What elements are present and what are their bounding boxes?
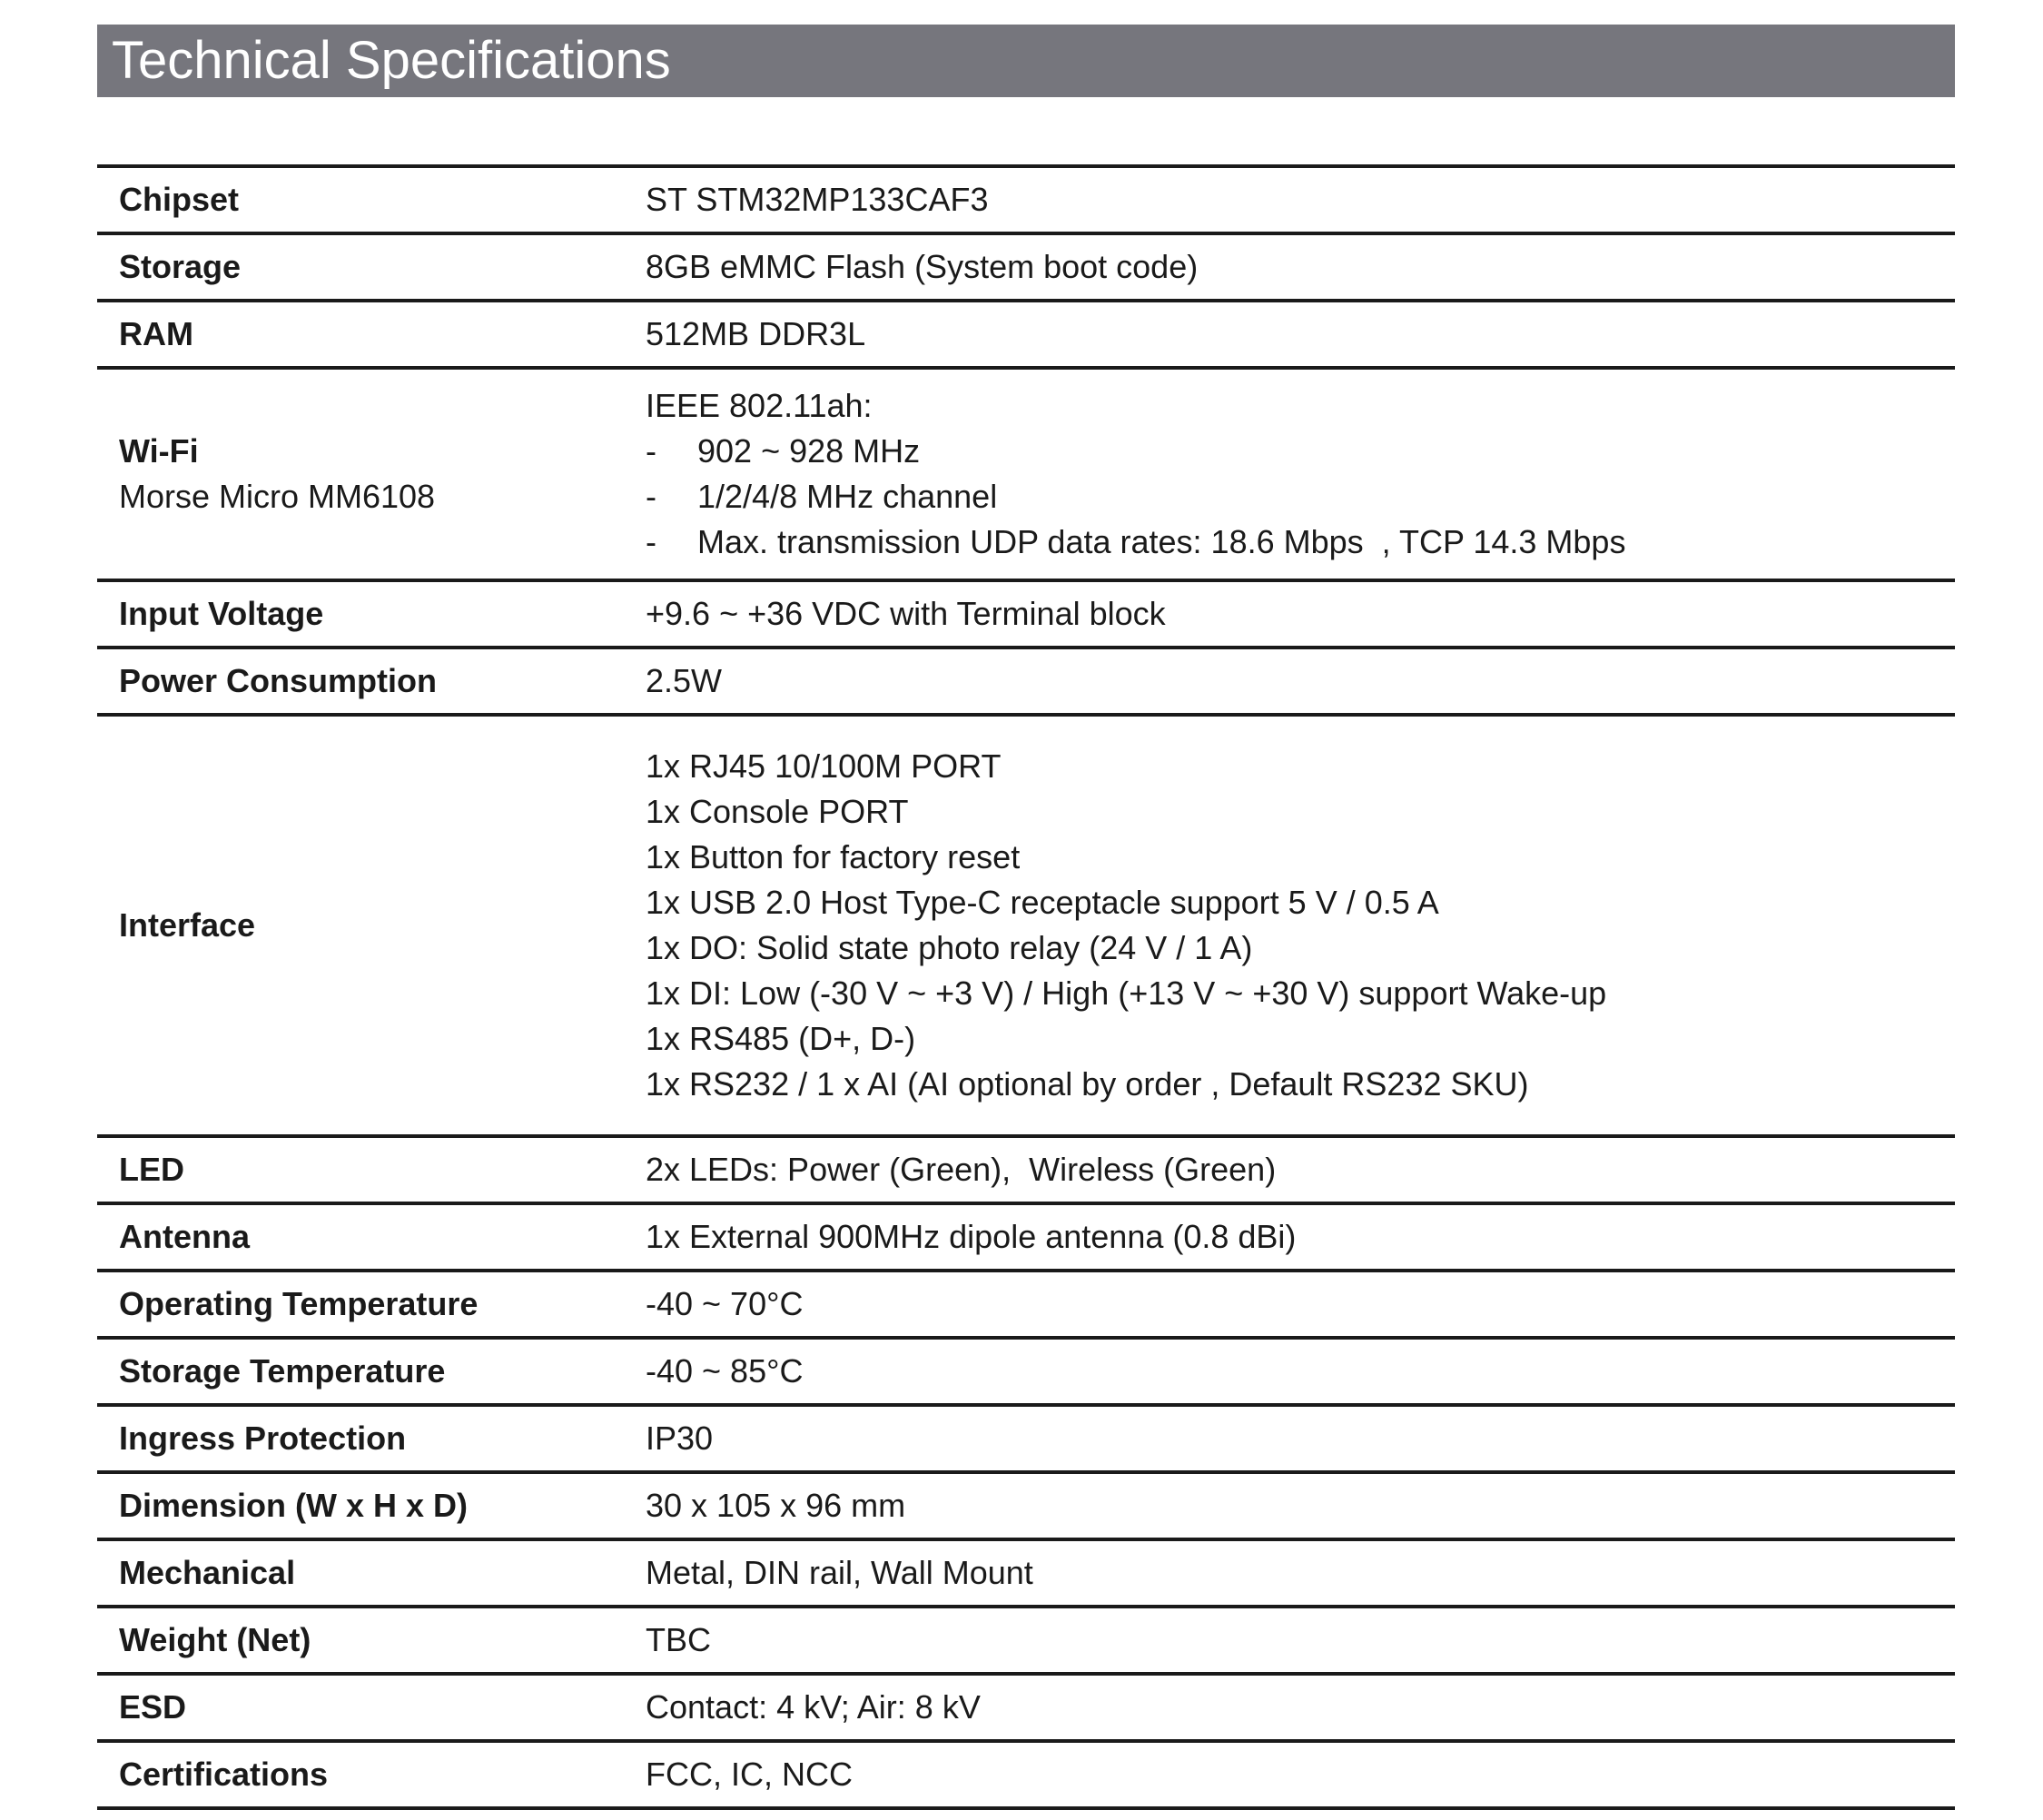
spec-label: RAM xyxy=(119,315,193,352)
spec-row-power-consumption xyxy=(97,649,1955,717)
list-item xyxy=(646,519,1955,565)
spec-row-antenna xyxy=(97,1205,1955,1272)
spec-row-led xyxy=(97,1138,1955,1205)
spec-row-ram xyxy=(97,302,1955,370)
dash-bullet: - xyxy=(646,432,656,470)
spec-label: Operating Temperature xyxy=(119,1285,479,1322)
spec-row-operating-temperature xyxy=(97,1272,1955,1340)
spec-row-ingress-protection xyxy=(97,1407,1955,1474)
list-item-text: 902 ~ 928 MHz xyxy=(697,432,921,470)
spec-label: LED xyxy=(119,1151,184,1188)
spec-row-mechanical xyxy=(97,1541,1955,1608)
spec-row-storage xyxy=(97,235,1955,302)
spec-label: ESD xyxy=(119,1688,187,1726)
spec-label: Ingress Protection xyxy=(119,1419,407,1457)
list-item xyxy=(646,429,1955,474)
spec-row-weight xyxy=(97,1608,1955,1676)
list-item: 1x Console PORT xyxy=(646,793,909,830)
spec-label: Interface xyxy=(119,906,256,944)
list-item xyxy=(646,474,1955,519)
spec-label: Storage xyxy=(119,248,242,285)
spec-label: Input Voltage xyxy=(119,595,324,632)
spec-value: 30 x 105 x 96 mm xyxy=(646,1487,906,1524)
spec-label: Weight (Net) xyxy=(119,1621,311,1658)
spec-row-esd xyxy=(97,1676,1955,1743)
spec-sublabel: Morse Micro MM6108 xyxy=(119,478,436,515)
spec-value-intro: IEEE 802.11ah: xyxy=(646,387,873,424)
spec-value: ST STM32MP133CAF3 xyxy=(646,181,989,218)
spec-value: -40 ~ 70°C xyxy=(646,1285,804,1322)
spec-value: 2x LEDs: Power (Green), Wireless (Green) xyxy=(646,1151,1277,1188)
spec-row-chipset xyxy=(97,168,1955,235)
spec-value: 8GB eMMC Flash (System boot code) xyxy=(646,248,1199,285)
spec-label: Antenna xyxy=(119,1218,250,1255)
spec-value: -40 ~ 85°C xyxy=(646,1352,804,1390)
spec-row-dimension xyxy=(97,1474,1955,1541)
spec-label: Storage Temperature xyxy=(119,1352,446,1390)
spec-value: TBC xyxy=(646,1621,711,1658)
spec-value: FCC, IC, NCC xyxy=(646,1756,853,1793)
spec-row-wifi xyxy=(97,370,1955,582)
dash-bullet: - xyxy=(646,523,656,560)
dash-bullet: - xyxy=(646,478,656,515)
list-item: 1x RS485 (D+, D-) xyxy=(646,1020,916,1057)
spec-row-storage-temperature xyxy=(97,1340,1955,1407)
spec-row-interface xyxy=(97,717,1955,1138)
spec-label: Chipset xyxy=(119,181,240,218)
section-header-bar xyxy=(97,25,1955,97)
spec-value: 2.5W xyxy=(646,662,723,699)
spec-label: Dimension (W x H x D) xyxy=(119,1487,469,1524)
list-item-text: 1/2/4/8 MHz channel xyxy=(697,478,998,515)
list-item: 1x Button for factory reset xyxy=(646,838,1021,875)
list-item: 1x RS232 / 1 x AI (AI optional by order , Default RS232 SKU) xyxy=(646,1065,1529,1103)
spec-value: 1x External 900MHz dipole antenna (0.8 dBi) xyxy=(646,1218,1297,1255)
list-item: 1x RJ45 10/100M PORT xyxy=(646,747,1002,785)
spec-value: +9.6 ~ +36 VDC with Terminal block xyxy=(646,595,1166,632)
spec-row-certifications xyxy=(97,1743,1955,1810)
spec-label: Certifications xyxy=(119,1756,329,1793)
spec-value: 512MB DDR3L xyxy=(646,315,866,352)
list-item: 1x DI: Low (-30 V ~ +3 V) / High (+13 V ~ +30 V) support Wake-up xyxy=(646,974,1607,1012)
list-item: 1x DO: Solid state photo relay (24 V / 1 A) xyxy=(646,929,1253,966)
spec-label: Power Consumption xyxy=(119,662,437,699)
list-item: 1x USB 2.0 Host Type-C receptacle support 5 V / 0.5 A xyxy=(646,884,1439,921)
spec-table xyxy=(97,164,1955,1810)
spec-value-list xyxy=(646,383,1955,565)
spec-value: Metal, DIN rail, Wall Mount xyxy=(646,1554,1033,1591)
spec-value: Contact: 4 kV; Air: 8 kV xyxy=(646,1688,981,1726)
spec-value-list xyxy=(646,744,1955,1107)
spec-row-input-voltage xyxy=(97,582,1955,649)
spec-label: Wi-Fi xyxy=(119,432,199,470)
list-item-text: Max. transmission UDP data rates: 18.6 Mbps , TCP 14.3 Mbps xyxy=(697,523,1626,560)
page-title: Technical Specifications xyxy=(112,31,671,90)
spec-value: IP30 xyxy=(646,1419,714,1457)
spec-label: Mechanical xyxy=(119,1554,296,1591)
spec-label-group xyxy=(97,429,646,519)
